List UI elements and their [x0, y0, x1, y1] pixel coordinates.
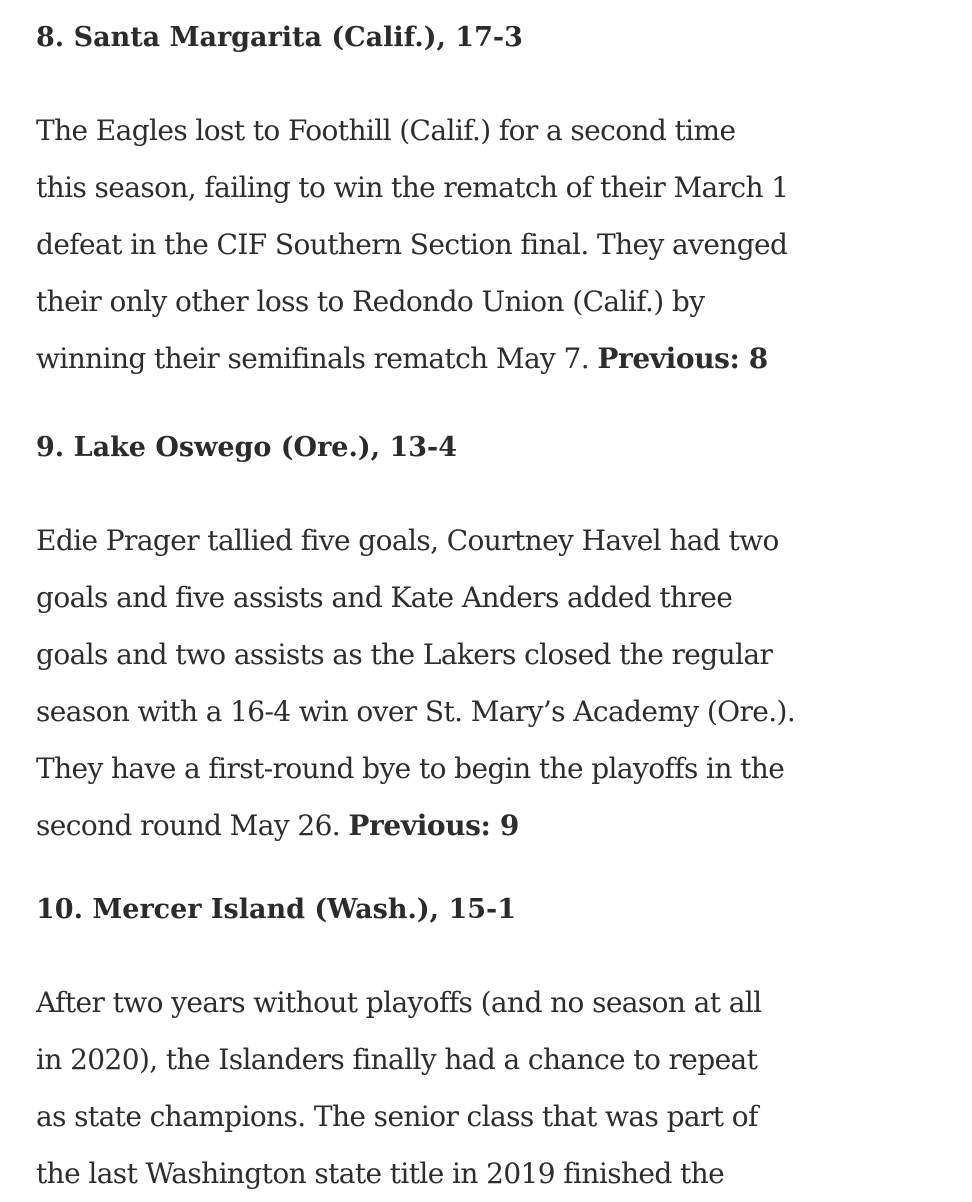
paragraph-line: season with a 16-4 win over St. Mary’s Academy (Ore.).	[36, 695, 796, 728]
paragraph-line: goals and two assists as the Lakers closed the regular	[36, 638, 773, 671]
ranking-paragraph-9	[36, 512, 795, 854]
paragraph-line: They have a first-round bye to begin the playoffs in the	[36, 752, 785, 785]
ranking-heading-9: 9. Lake Oswego (Ore.), 13-4	[36, 432, 458, 463]
paragraph-line: their only other loss to Redondo Union (Calif.) by	[36, 285, 705, 318]
paragraph-line: as state champions. The senior class that was part of	[36, 1100, 758, 1133]
paragraph-line-text: winning their semifinals rematch May 7.	[36, 342, 590, 375]
paragraph-line: in 2020), the Islanders finally had a chance to repeat	[36, 1043, 758, 1076]
paragraph-line: goals and five assists and Kate Anders added three	[36, 581, 733, 614]
paragraph-line: The Eagles lost to Foothill (Calif.) for a second time	[36, 114, 736, 147]
paragraph-line-text: second round May 26.	[36, 809, 341, 842]
ranking-heading-8: 8. Santa Margarita (Calif.), 17-3	[36, 22, 523, 53]
paragraph-line: this season, failing to win the rematch of their March 1	[36, 171, 789, 204]
paragraph-line: defeat in the CIF Southern Section final. They avenged	[36, 228, 788, 261]
ranking-paragraph-10	[36, 974, 762, 1202]
paragraph-line: After two years without playoffs (and no season at all	[36, 986, 762, 1019]
paragraph-line: Edie Prager tallied five goals, Courtney Havel had two	[36, 524, 779, 557]
ranking-paragraph-8	[36, 102, 788, 387]
previous-rank-label: Previous: 9	[348, 809, 519, 842]
ranking-heading-10: 10. Mercer Island (Wash.), 15-1	[36, 894, 517, 925]
paragraph-line	[36, 797, 795, 854]
paragraph-line	[36, 330, 788, 387]
previous-rank-label: Previous: 8	[597, 342, 768, 375]
paragraph-line: the last Washington state title in 2019 finished the	[36, 1157, 725, 1190]
